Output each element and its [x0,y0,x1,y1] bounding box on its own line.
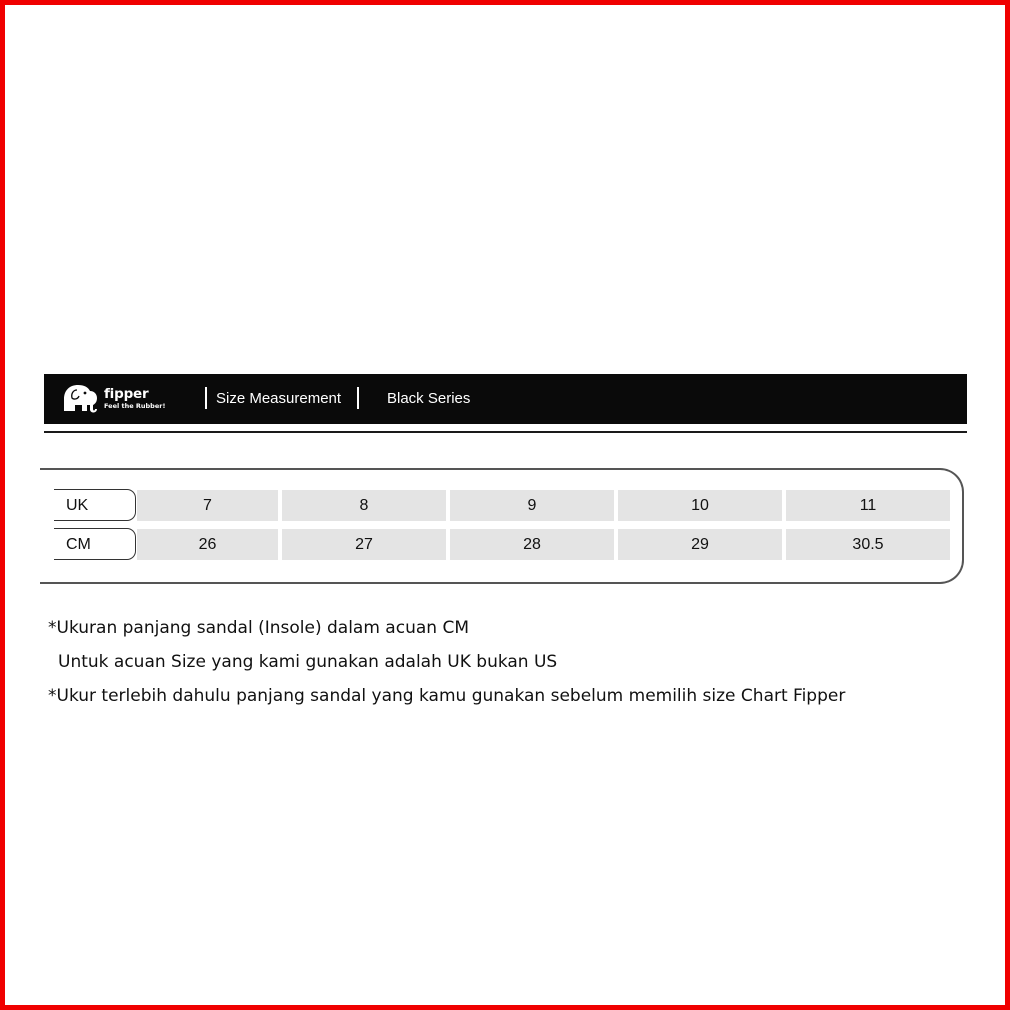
size-cell-uk: 7 [137,490,278,521]
row-label-uk [54,489,136,521]
header-title: Size Measurement [216,390,342,407]
row-label-text: UK [66,497,89,514]
header-series: Black Series [387,390,471,407]
brand-name: fipper [104,386,149,402]
header-divider [205,387,207,409]
size-cell-uk: 9 [450,490,614,521]
size-cell-uk: 8 [282,490,446,521]
size-cell-cm: 30.5 [786,529,950,560]
row-label-cm [54,528,136,560]
size-cell-uk: 10 [618,490,782,521]
size-cell-uk: 11 [786,490,950,521]
header-divider [357,387,359,409]
header-underline [44,431,967,433]
note-insole: *Ukuran panjang sandal (Insole) dalam acuan CM [48,618,469,638]
size-table [40,468,964,584]
size-cell-cm: 29 [618,529,782,560]
row-label-text: CM [66,536,91,553]
brand-tagline: Feel the Rubber! [104,402,166,410]
note-uk-sizing: Untuk acuan Size yang kami gunakan adalah UK bukan US [58,652,558,672]
elephant-icon [60,383,100,415]
note-measure-first: *Ukur terlebih dahulu panjang sandal yang kamu gunakan sebelum memilih size Chart Fipper [48,686,846,706]
fipper-logo [60,383,168,415]
size-cell-cm: 28 [450,529,614,560]
size-cell-cm: 27 [282,529,446,560]
header-bar [44,374,967,424]
size-cell-cm: 26 [137,529,278,560]
